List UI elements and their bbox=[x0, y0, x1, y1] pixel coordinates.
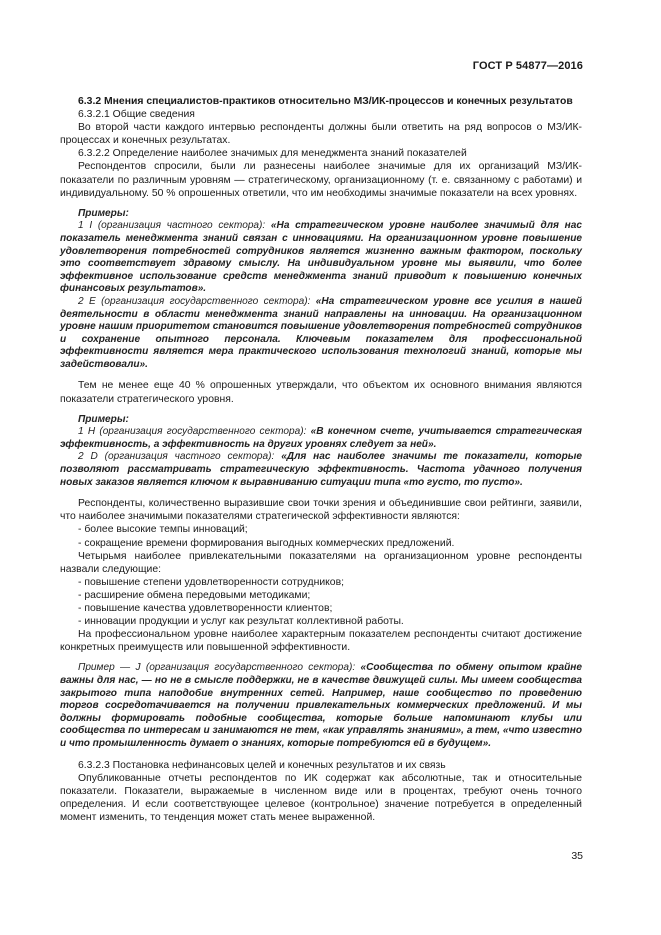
section-heading-6-3-2: 6.3.2 Мнения специалистов-практиков относительно МЗ/ИК-процессов и конечных результатов bbox=[78, 96, 573, 107]
paragraph-strategic-40: Тем не менее еще 40 % опрошенных утверждали, что объектом их основного внимания являются показатели стратегического уровня. bbox=[60, 380, 582, 405]
page-number: 35 bbox=[571, 850, 583, 862]
list-org bbox=[60, 576, 582, 628]
list-item: - более высокие темпы инноваций; bbox=[78, 524, 248, 536]
example-h-quote: «В конечном счете, учитывается стратегическая эффективность, а эффективность на других уровнях следует за ней». bbox=[60, 426, 582, 450]
example-i-quote: «На стратегическом уровне наиболее значимый для нас показатель менеджмента знаний связан с инновациями. На организационном уровне повышение удовлетворения потребностей сотрудников является жизненно важным фактором, поскольку это соответствует здравому смыслу. На индивидуальном уровне мы выявили, что более эффективное использование средств менеджмента знаний приводит к повышению конечных финансовых результатов». bbox=[60, 220, 582, 295]
example-d bbox=[60, 451, 582, 489]
list-item: - повышение качества удовлетворенности клиентов; bbox=[78, 602, 333, 614]
subsection-title-6-3-2-1: 6.3.2.1 Общие сведения bbox=[78, 109, 195, 121]
subsection-title-6-3-2-3: 6.3.2.3 Постановка нефинансовых целей и конечных результатов и их связь bbox=[78, 759, 446, 771]
example-i bbox=[60, 220, 582, 296]
paragraph-prof-level: На профессиональном уровне наиболее характерным показателем респонденты считают достижение конкретных преимуществ или повышенной эффективности. bbox=[60, 629, 582, 654]
example-h-intro: 1 H (организация государственного сектора): bbox=[78, 426, 311, 438]
example-e bbox=[60, 296, 582, 372]
example-d-quote: «Для нас наиболее значимы те показатели, которые позволяют рассматривать стратегическую эффективность. Частота удачного получения новых заказов является ключом к выравниванию ситуации типа «то густо, то пусто». bbox=[60, 451, 582, 488]
examples-block-1 bbox=[60, 208, 582, 372]
example-e-quote: «На стратегическом уровне все усилия в нашей деятельности в области менеджмента знаний направлены на инновации. На организационном уровне нашим приоритетом становится повышение удовлетворения потребностей сотрудников и сохранение опытного персонала. Ключевым показателем для профессиональной эффективности является мера практического использования технологий знаний, которые мы задействовали». bbox=[60, 295, 582, 370]
examples-label: Примеры: bbox=[78, 413, 129, 425]
example-i-intro: 1 I (организация частного сектора): bbox=[78, 220, 271, 232]
paragraph-published-reports: Опубликованные отчеты респондентов по ИК содержат как абсолютные, так и относительные показатели. Показатели, выражаемые в численном виде или в процентах, требуют очень точного определения. И если соответствующее целевое (контрольное) значение потребуется в определенный момент изменить, то тенденция может стать менее выраженной. bbox=[60, 772, 582, 823]
example-block-3 bbox=[60, 662, 582, 750]
list-item: - сокращение времени формирования выгодных коммерческих предложений. bbox=[78, 537, 455, 549]
example-j-quote: «Сообщества по обмену опытом крайне важны для нас, — но не в смысле поддержки, не в качестве движущей силы. Мы имеем сообщества закрытого типа наподобие внутренних сетей. Например, наше сообщество по проведению торгов сосредотачивается на получении привлекательных коммерческих предложений. И мы должны формировать подобные сообщества, которые больше напоминают клубы или сообщества по интересам и занимаются не тем, «как управлять знаниями», а тем, «что известно и что промышленность думает о знаниях, которые потребуются ей в будущем». bbox=[60, 662, 582, 749]
subsection-title-6-3-2-2: 6.3.2.2 Определение наиболее значимых для менеджмента знаний показателей bbox=[78, 148, 467, 160]
list-item: - повышение степени удовлетворенности сотрудников; bbox=[78, 576, 344, 588]
examples-block-2 bbox=[60, 414, 582, 490]
paragraph-general-info: Во второй части каждого интервью респонденты должны были ответить на ряд вопросов о МЗ/ИК-процессах и конечных результатах. bbox=[60, 122, 582, 147]
list-strategic bbox=[60, 523, 582, 549]
examples-label: Примеры: bbox=[78, 207, 129, 219]
list-item: - инновации продукции и услуг как результат коллективной работы. bbox=[78, 616, 404, 628]
paragraph-indicator-levels: Респондентов спросили, были ли разнесены наиболее значимые для их организаций МЗ/ИК-показатели по различным уровням — стратегическому, организационному (т. е. связанному с работами) и индивидуальному. 50 % опрошенных ответили, что им необходимы значимые показатели на всех уровнях. bbox=[60, 161, 582, 199]
paragraph-strategic-indicators: Респонденты, количественно выразившие свои точки зрения и объединившие свои рейтинги, заявили, что наиболее значимыми показателями стратегической эффективности являются: bbox=[60, 498, 582, 523]
example-j-intro: Пример — J (организация государственного сектора): bbox=[78, 662, 361, 674]
example-h bbox=[60, 426, 582, 451]
paragraph-org-indicators: Четырьмя наиболее привлекательными показателями на организационном уровне респонденты назвали следующие: bbox=[60, 550, 582, 575]
list-item: - расширение обмена передовыми методиками; bbox=[78, 589, 311, 601]
example-j bbox=[60, 662, 582, 750]
standard-number: ГОСТ Р 54877—2016 bbox=[472, 60, 583, 72]
example-e-intro: 2 E (организация государственного сектора): bbox=[78, 295, 316, 307]
page-content bbox=[60, 95, 582, 824]
example-d-intro: 2 D (организация частного сектора): bbox=[78, 451, 282, 463]
